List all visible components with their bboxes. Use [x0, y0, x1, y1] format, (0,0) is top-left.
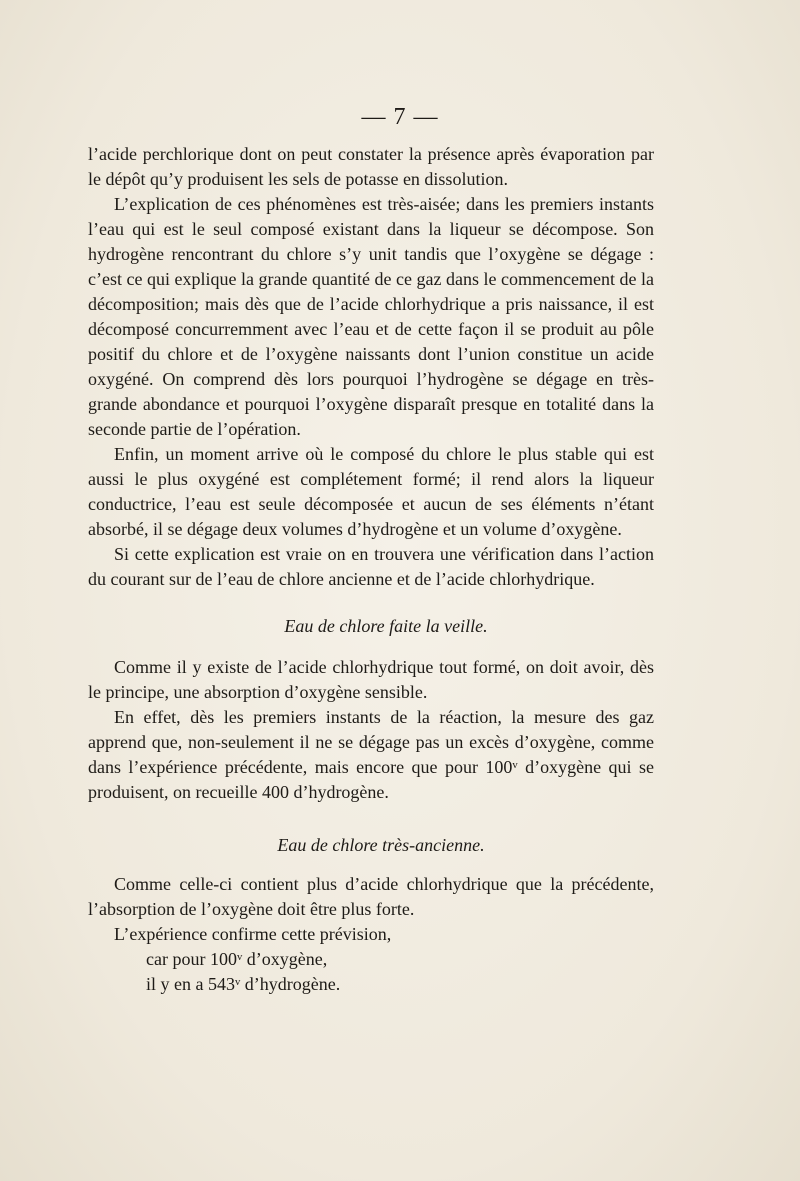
paragraph: En effet, dès les premiers instants de la réaction, la mesure des gaz apprend que, non-seulement il ne se dégage pas un excès d’oxygène, comme dans l’expérience précédente, mais encore que pour 100ᵛ d’oxygène qui se produisent, on recueille 400 d’hydrogène.	[88, 707, 654, 802]
paragraph: Enfin, un moment arrive où le composé du chlore le plus stable qui est aussi le plus oxygéné est complétement formé; il rend alors la liqueur conductrice, l’eau est seule décomposée et aucun de ses éléments n’étant absorbé, il se dégage deux volumes d’hydrogène et un volume d’oxygène.	[88, 444, 654, 539]
paragraph: L’expérience confirme cette prévision,	[114, 924, 392, 944]
result-line: il y en a 543ᵛ d’hydrogène.	[146, 974, 341, 994]
paragraph: Si cette explication est vraie on en trouvera une vérification dans l’action du courant sur de l’eau de chlore ancienne et de l’acide chlorhydrique.	[88, 544, 654, 589]
body-text	[88, 142, 654, 997]
paragraph: Comme il y existe de l’acide chlorhydrique tout formé, on doit avoir, dès le principe, une absorption d’oxygène sensible.	[88, 657, 654, 702]
page-number: — 7 —	[361, 104, 439, 130]
result-line: car pour 100ᵛ d’oxygène,	[146, 949, 328, 969]
paragraph: l’acide perchlorique dont on peut constater la présence après évaporation par le dépôt qu’y produisent les sels de potasse en dissolution.	[88, 144, 654, 189]
section-heading: Eau de chlore très-ancienne.	[277, 835, 485, 855]
section-heading: Eau de chlore faite la veille.	[284, 616, 488, 636]
paragraph: Comme celle-ci contient plus d’acide chlorhydrique que la précédente, l’absorption de l’oxygène doit être plus forte.	[88, 874, 654, 919]
paragraph: L’explication de ces phénomènes est très-aisée; dans les premiers instants l’eau qui est le seul composé existant dans la liqueur se décompose. Son hydrogène rencontrant du chlore s’y unit tandis que l’oxygène se dégage : c’est ce qui explique la grande quantité de ce gaz dans le commencement de la décomposition; mais dès que de l’acide chlorhydrique a pris naissance, il est décomposé concurremment avec l’eau et de cette façon il se produit au pôle positif du chlore et de l’oxygène naissants dont l’union constitue un acide oxygéné. On comprend dès lors pourquoi l’hydrogène se dégage en très-grande abondance et pourquoi l’oxygène disparaît presque en totalité dans la seconde partie de l’opération.	[88, 194, 654, 439]
